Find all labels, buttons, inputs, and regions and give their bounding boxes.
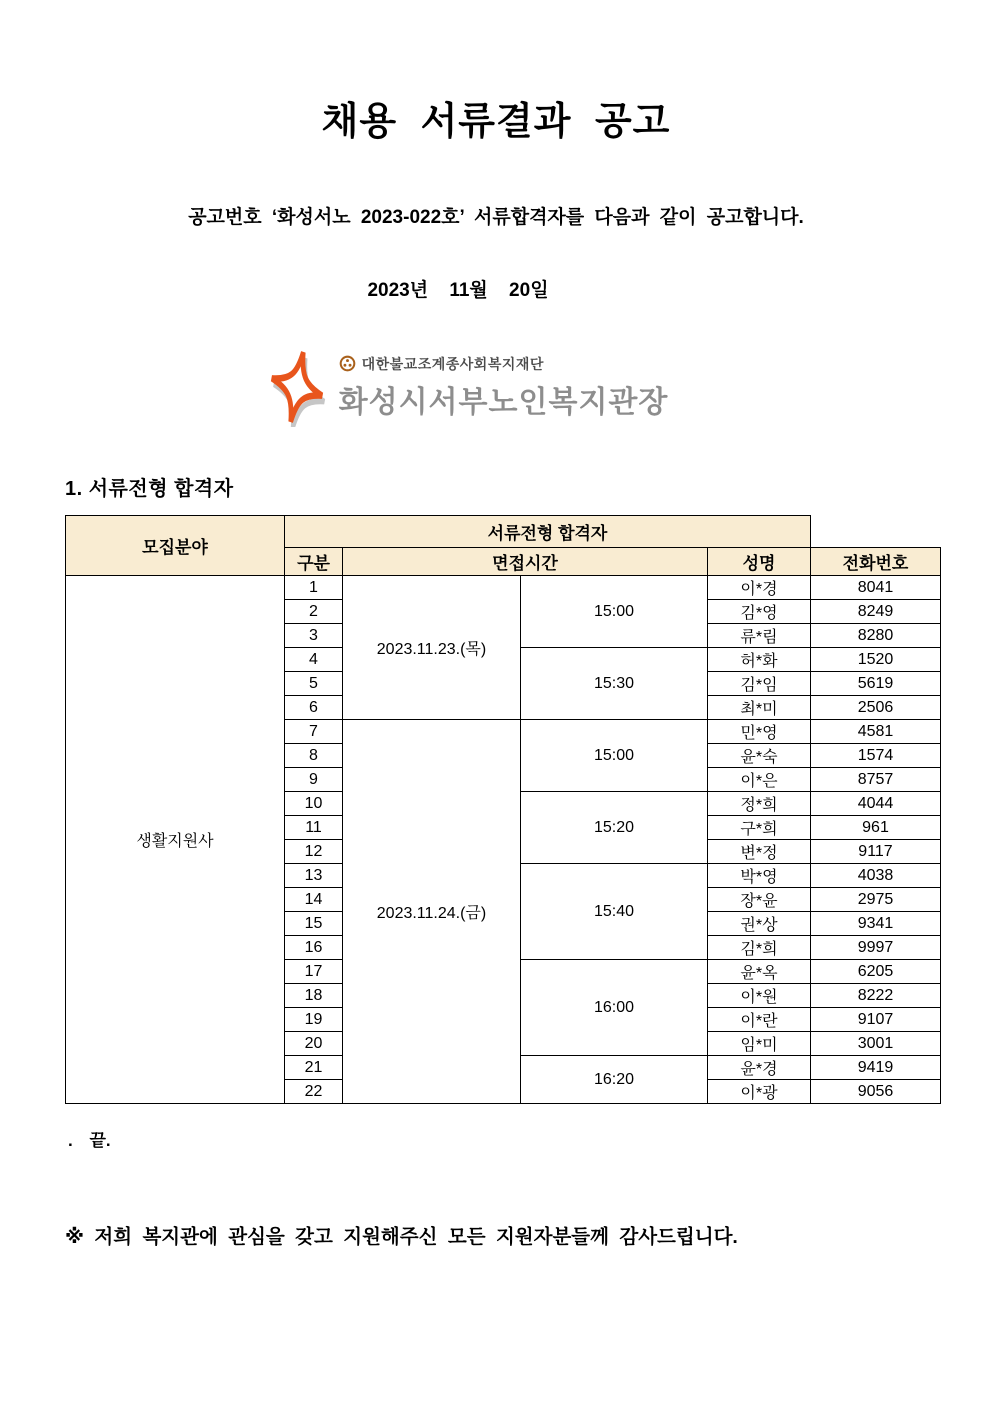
phone-cell: 2975 <box>811 888 941 912</box>
no-cell: 5 <box>285 672 343 696</box>
name-cell: 이*원 <box>708 984 811 1008</box>
no-cell: 7 <box>285 720 343 744</box>
name-cell: 장*윤 <box>708 888 811 912</box>
no-cell: 13 <box>285 864 343 888</box>
page-title: 채용 서류결과 공고 <box>321 101 671 143</box>
time-cell: 15:20 <box>521 792 708 864</box>
no-cell: 20 <box>285 1032 343 1056</box>
phone-cell: 8249 <box>811 600 941 624</box>
header-category: 모집분야 <box>66 516 285 576</box>
phone-cell: 8280 <box>811 624 941 648</box>
footer-note: ※ 저희 복지관에 관심을 갖고 지원해주신 모든 지원자분들께 감사드립니다. <box>65 1226 738 1248</box>
phone-cell: 4581 <box>811 720 941 744</box>
name-cell: 최*미 <box>708 696 811 720</box>
logo-text-block <box>339 354 669 421</box>
phone-cell: 8041 <box>811 576 941 600</box>
date-cell: 2023.11.24.(금) <box>343 720 521 1104</box>
name-cell: 허*화 <box>708 648 811 672</box>
table-row <box>66 576 941 600</box>
phone-cell: 4038 <box>811 864 941 888</box>
time-cell: 15:00 <box>521 720 708 792</box>
no-cell: 15 <box>285 912 343 936</box>
no-cell: 10 <box>285 792 343 816</box>
phone-cell: 961 <box>811 816 941 840</box>
no-cell: 2 <box>285 600 343 624</box>
no-cell: 16 <box>285 936 343 960</box>
phone-cell: 9997 <box>811 936 941 960</box>
time-cell: 15:00 <box>521 576 708 648</box>
name-cell: 박*영 <box>708 864 811 888</box>
no-cell: 18 <box>285 984 343 1008</box>
no-cell: 21 <box>285 1056 343 1080</box>
name-cell: 이*란 <box>708 1008 811 1032</box>
time-cell: 15:30 <box>521 648 708 720</box>
name-cell: 이*경 <box>708 576 811 600</box>
name-cell: 이*광 <box>708 1080 811 1104</box>
no-cell: 1 <box>285 576 343 600</box>
phone-cell: 6205 <box>811 960 941 984</box>
name-cell: 변*정 <box>708 840 811 864</box>
phone-cell: 3001 <box>811 1032 941 1056</box>
header-phone: 전화번호 <box>811 548 941 576</box>
name-cell: 임*미 <box>708 1032 811 1056</box>
applicants-table-body <box>66 576 941 1104</box>
category-cell: 생활지원사 <box>66 576 285 1104</box>
header-name: 성명 <box>708 548 811 576</box>
end-mark: . 끝. <box>68 1131 111 1150</box>
star-logo-icon <box>268 347 326 427</box>
announcement-date: 2023년 11월 20일 <box>367 280 549 301</box>
no-cell: 22 <box>285 1080 343 1104</box>
no-cell: 6 <box>285 696 343 720</box>
phone-cell: 9117 <box>811 840 941 864</box>
no-cell: 19 <box>285 1008 343 1032</box>
phone-cell: 1520 <box>811 648 941 672</box>
no-cell: 11 <box>285 816 343 840</box>
name-cell: 구*희 <box>708 816 811 840</box>
header-group: 서류전형 합격자 <box>285 516 811 548</box>
section-heading: 1. 서류전형 합격자 <box>65 478 234 500</box>
name-cell: 김*임 <box>708 672 811 696</box>
header-interview-time: 면접시간 <box>343 548 708 576</box>
name-cell: 이*은 <box>708 768 811 792</box>
name-cell: 김*영 <box>708 600 811 624</box>
no-cell: 8 <box>285 744 343 768</box>
no-cell: 9 <box>285 768 343 792</box>
name-cell: 권*상 <box>708 912 811 936</box>
no-cell: 14 <box>285 888 343 912</box>
organization-logo <box>0 346 964 428</box>
name-cell: 정*희 <box>708 792 811 816</box>
foundation-name: 대한불교조계종사회복지재단 <box>361 355 544 372</box>
phone-cell: 8757 <box>811 768 941 792</box>
name-cell: 김*희 <box>708 936 811 960</box>
name-cell: 민*영 <box>708 720 811 744</box>
header-no: 구분 <box>285 548 343 576</box>
no-cell: 12 <box>285 840 343 864</box>
no-cell: 3 <box>285 624 343 648</box>
phone-cell: 9056 <box>811 1080 941 1104</box>
name-cell: 윤*숙 <box>708 744 811 768</box>
welfare-center-name: 화성시서부노인복지관장 <box>338 385 669 419</box>
phone-cell: 2506 <box>811 696 941 720</box>
phone-cell: 5619 <box>811 672 941 696</box>
phone-cell: 1574 <box>811 744 941 768</box>
applicants-table <box>65 515 941 1104</box>
date-cell: 2023.11.23.(목) <box>343 576 521 720</box>
phone-cell: 9341 <box>811 912 941 936</box>
phone-cell: 4044 <box>811 792 941 816</box>
announcement-subtitle: 공고번호 ‘화성서노 2023-022호’ 서류합격자를 다음과 같이 공고합니다. <box>188 207 804 228</box>
name-cell: 윤*옥 <box>708 960 811 984</box>
jogye-emblem-icon <box>339 355 356 372</box>
time-cell: 16:00 <box>521 960 708 1056</box>
phone-cell: 9107 <box>811 1008 941 1032</box>
time-cell: 15:40 <box>521 864 708 960</box>
time-cell: 16:20 <box>521 1056 708 1104</box>
name-cell: 윤*경 <box>708 1056 811 1080</box>
phone-cell: 8222 <box>811 984 941 1008</box>
no-cell: 4 <box>285 648 343 672</box>
name-cell: 류*림 <box>708 624 811 648</box>
no-cell: 17 <box>285 960 343 984</box>
phone-cell: 9419 <box>811 1056 941 1080</box>
